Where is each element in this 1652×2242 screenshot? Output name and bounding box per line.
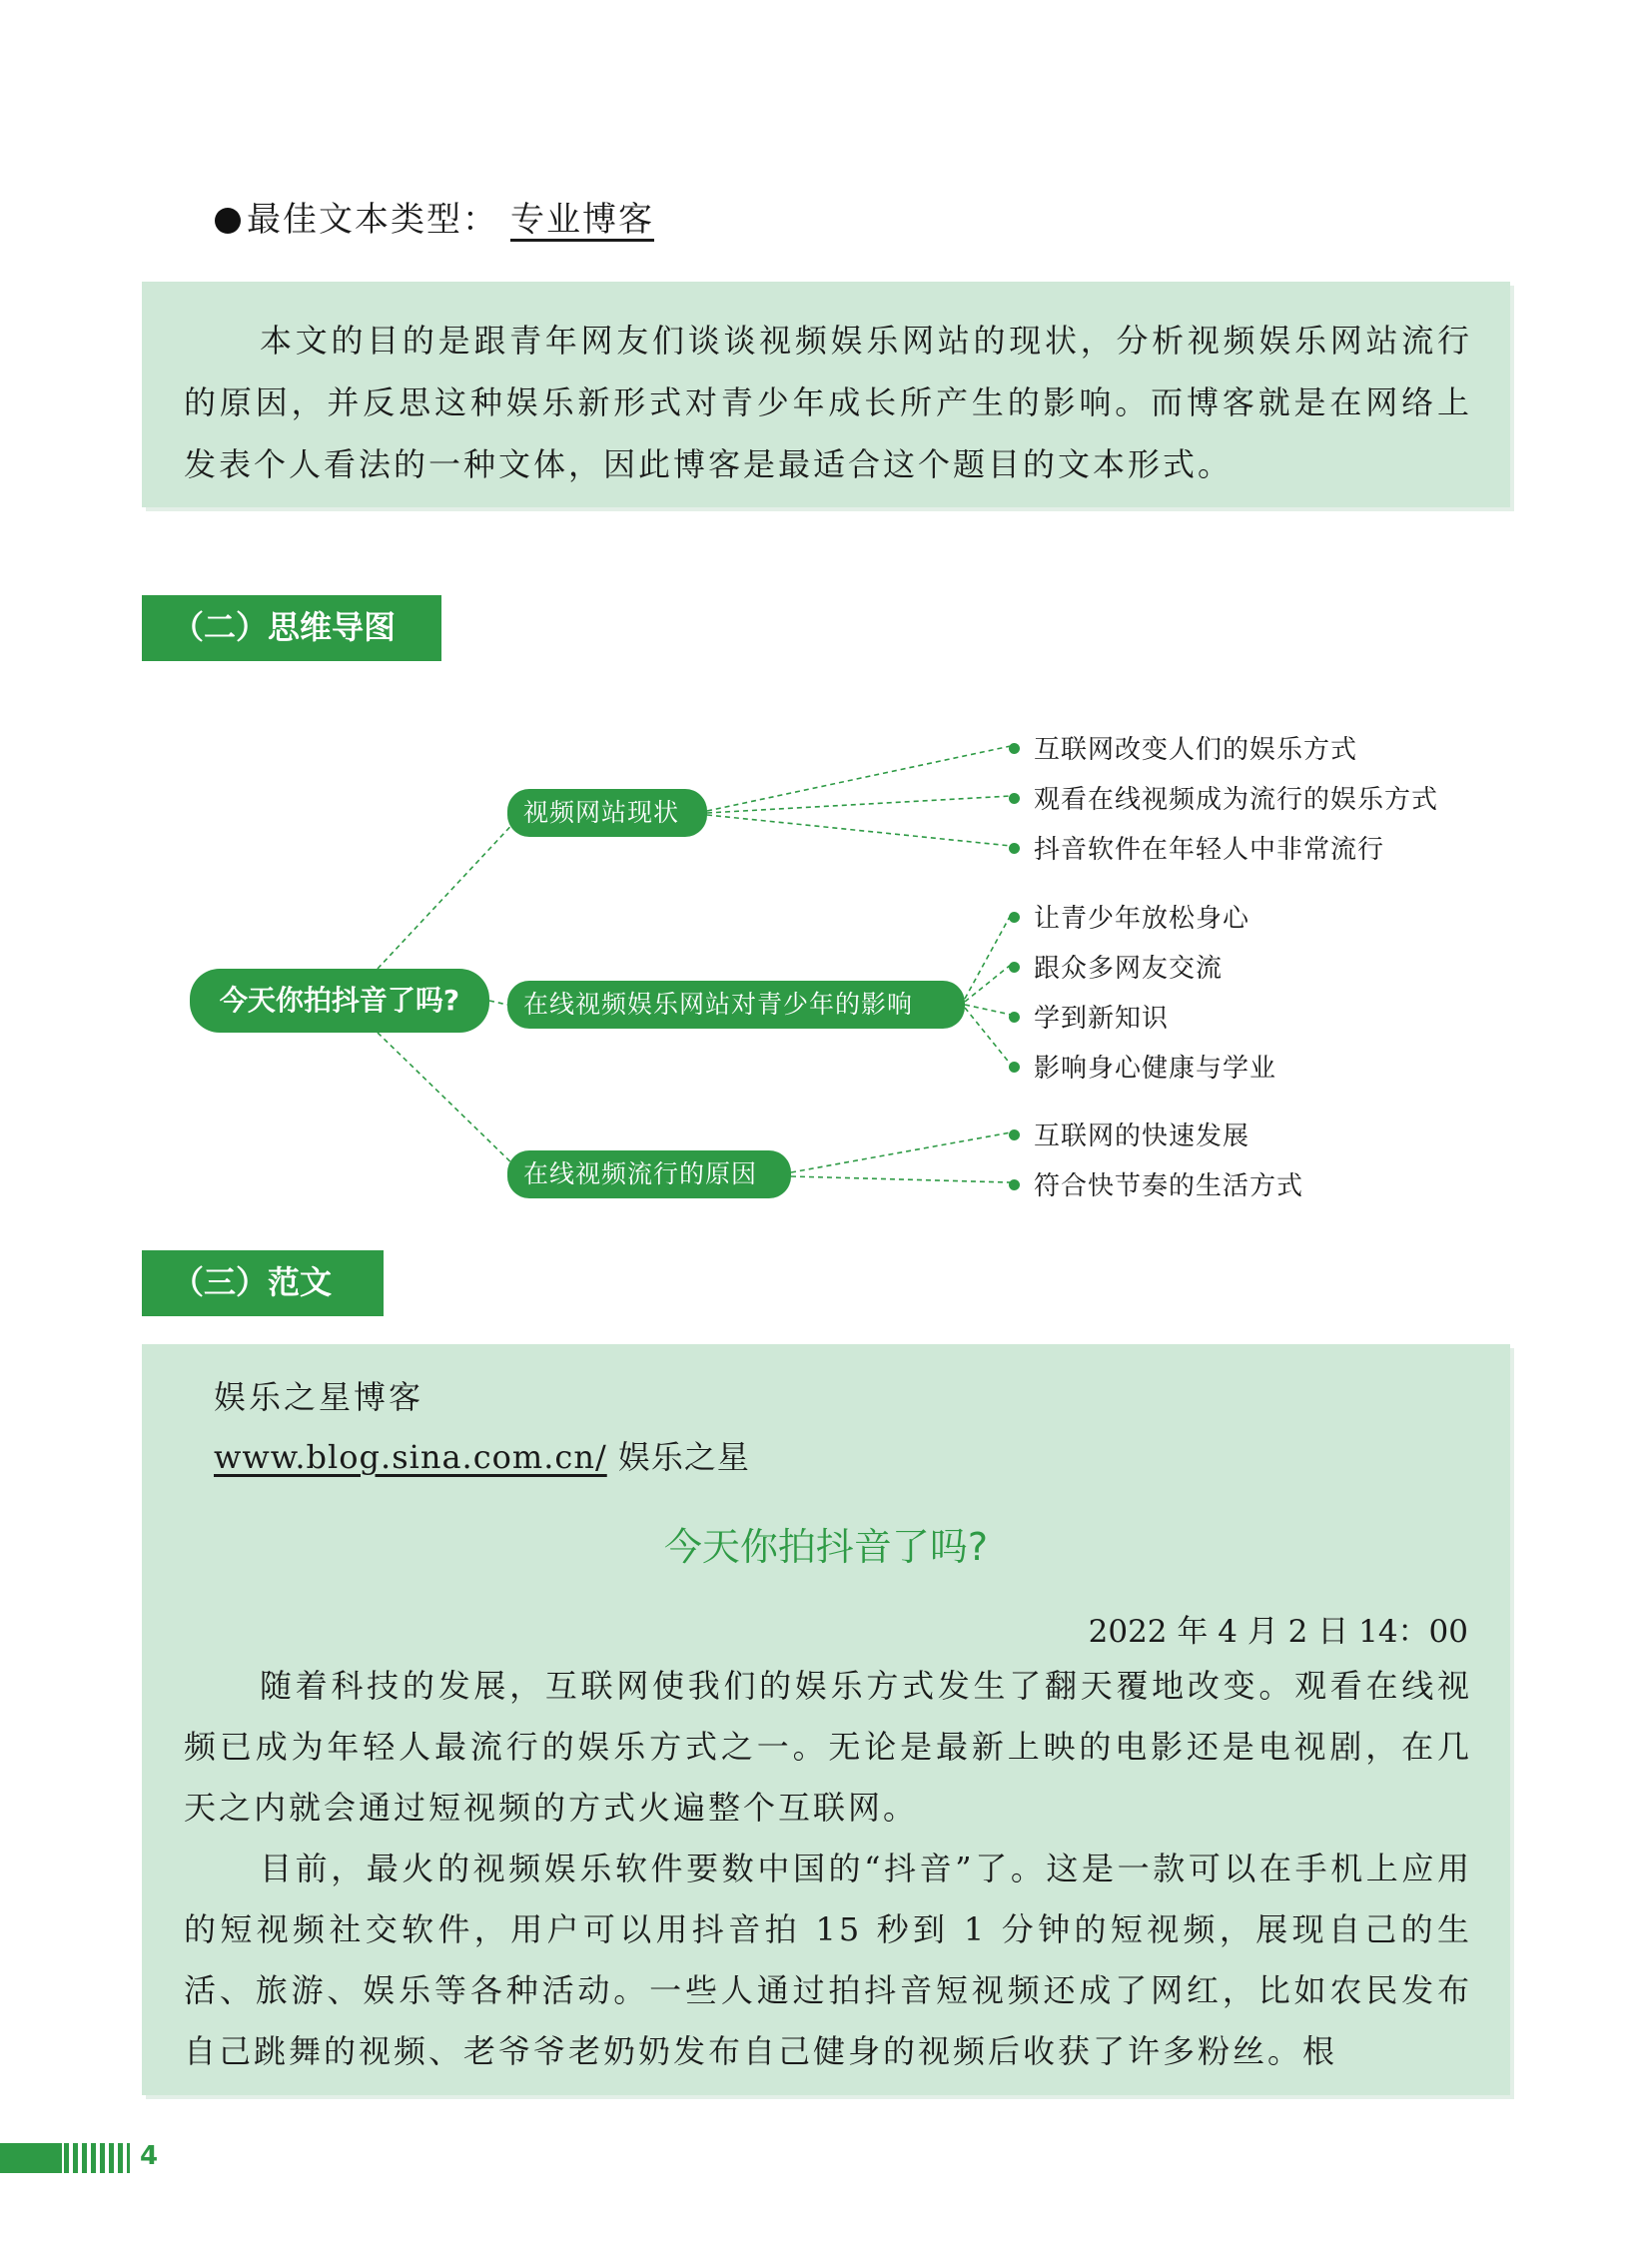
blog-url-suffix: 娱乐之星 bbox=[606, 1438, 750, 1476]
best-type-value: 专业博客 bbox=[510, 200, 654, 240]
leaf-text: 互联网的快速发展 bbox=[1034, 1121, 1250, 1151]
footer-bar bbox=[0, 2143, 62, 2173]
connector-b3-l2 bbox=[791, 1176, 1011, 1182]
blog-url-line bbox=[214, 1432, 750, 1478]
best-type-label: 最佳文本类型： bbox=[247, 200, 498, 240]
leaf-dot-icon bbox=[1009, 843, 1020, 854]
leaf-text: 让青少年放松身心 bbox=[1034, 904, 1250, 934]
bullet-dot-icon bbox=[215, 208, 241, 234]
leaf-text: 互联网改变人们的娱乐方式 bbox=[1034, 735, 1358, 765]
leaf-dot-icon bbox=[1009, 1012, 1020, 1023]
leaf-text: 抖音软件在年轻人中非常流行 bbox=[1034, 835, 1385, 865]
connector-b2-l4 bbox=[965, 1008, 1011, 1065]
connector-root-b2 bbox=[489, 1001, 507, 1005]
blog-url-link[interactable]: www.blog.sina.com.cn/ bbox=[214, 1438, 607, 1476]
connector-b3-l1 bbox=[791, 1132, 1011, 1172]
mindmap-leaf bbox=[1009, 1165, 1303, 1202]
leaf-text: 观看在线视频成为流行的娱乐方式 bbox=[1034, 785, 1439, 815]
mindmap-leaf bbox=[1009, 1048, 1276, 1085]
connector-root-b3 bbox=[378, 1033, 519, 1170]
mindmap-leaf bbox=[1009, 729, 1357, 766]
purpose-box bbox=[142, 282, 1510, 507]
mindmap-leaf bbox=[1009, 998, 1169, 1035]
leaf-text: 跟众多网友交流 bbox=[1034, 954, 1224, 984]
mindmap-branch-impact: 在线视频娱乐网站对青少年的影响 bbox=[507, 981, 965, 1029]
leaf-dot-icon bbox=[1009, 912, 1020, 923]
leaf-dot-icon bbox=[1009, 1062, 1020, 1073]
mind-map bbox=[0, 699, 1652, 1258]
connector-b2-l2 bbox=[965, 965, 1011, 1002]
essay-body bbox=[184, 1656, 1472, 2082]
mindmap-leaf bbox=[1009, 948, 1223, 985]
essay-title: 今天你拍抖音了吗? bbox=[663, 1525, 989, 1569]
essay-date: 2022 年 4 月 2 日 14：00 bbox=[1088, 1614, 1468, 1650]
connector-b1-l2 bbox=[707, 796, 1011, 813]
section-heading-model-essay: （三）范文 bbox=[142, 1250, 384, 1316]
connector-b2-l3 bbox=[965, 1005, 1011, 1015]
connector-b1-l3 bbox=[707, 815, 1011, 846]
leaf-dot-icon bbox=[1009, 1179, 1020, 1190]
model-essay-box bbox=[142, 1344, 1510, 2095]
leaf-dot-icon bbox=[1009, 793, 1020, 804]
mindmap-leaf bbox=[1009, 898, 1249, 935]
leaf-dot-icon bbox=[1009, 743, 1020, 754]
mindmap-branch-status: 视频网站现状 bbox=[507, 789, 707, 837]
leaf-dot-icon bbox=[1009, 1129, 1020, 1140]
leaf-dot-icon bbox=[1009, 962, 1020, 973]
connector-b1-l1 bbox=[707, 746, 1011, 811]
purpose-paragraph: 本文的目的是跟青年网友们谈谈视频娱乐网站的现状，分析视频娱乐网站流行的原因，并反思这种娱乐新形式对青少年成长所产生的影响。而博客就是在网络上发表个人看法的一种文体，因此博客是最适合这个题目的文本形式。 bbox=[184, 322, 1472, 483]
footer-stripes bbox=[64, 2143, 130, 2173]
mindmap-leaf bbox=[1009, 779, 1438, 816]
leaf-text: 学到新知识 bbox=[1034, 1004, 1170, 1034]
mindmap-branch-reasons: 在线视频流行的原因 bbox=[507, 1150, 791, 1198]
page-number: 4 bbox=[140, 2141, 159, 2171]
mindmap-leaf bbox=[1009, 1116, 1249, 1152]
blog-name: 娱乐之星博客 bbox=[214, 1378, 424, 1416]
connector-b2-l1 bbox=[965, 915, 1011, 999]
best-text-type-line bbox=[215, 192, 654, 241]
mindmap-leaf bbox=[1009, 829, 1384, 866]
connector-root-b1 bbox=[378, 817, 519, 969]
section-heading-mindmap: （二）思维导图 bbox=[142, 595, 441, 661]
essay-paragraph: 目前，最火的视频娱乐软件要数中国的“抖音”了。这是一款可以在手机上应用的短视频社交软件，用户可以用抖音拍 15 秒到 1 分钟的短视频，展现自己的生活、旅游、娱乐等各种活动。一些人通过拍抖音短视频还成了网红，比如农民发布自己跳舞的视频、老爷爷老奶奶发布自己健身的视频后收获了许多粉丝。根 bbox=[184, 1850, 1472, 2070]
mindmap-root: 今天你拍抖音了吗? bbox=[190, 969, 489, 1033]
leaf-text: 影响身心健康与学业 bbox=[1034, 1054, 1277, 1084]
essay-paragraph: 随着科技的发展，互联网使我们的娱乐方式发生了翻天覆地改变。观看在线视频已成为年轻人最流行的娱乐方式之一。无论是最新上映的电影还是电视剧，在几天之内就会通过短视频的方式火遍整个互联网。 bbox=[184, 1667, 1472, 1827]
leaf-text: 符合快节奏的生活方式 bbox=[1034, 1171, 1304, 1201]
